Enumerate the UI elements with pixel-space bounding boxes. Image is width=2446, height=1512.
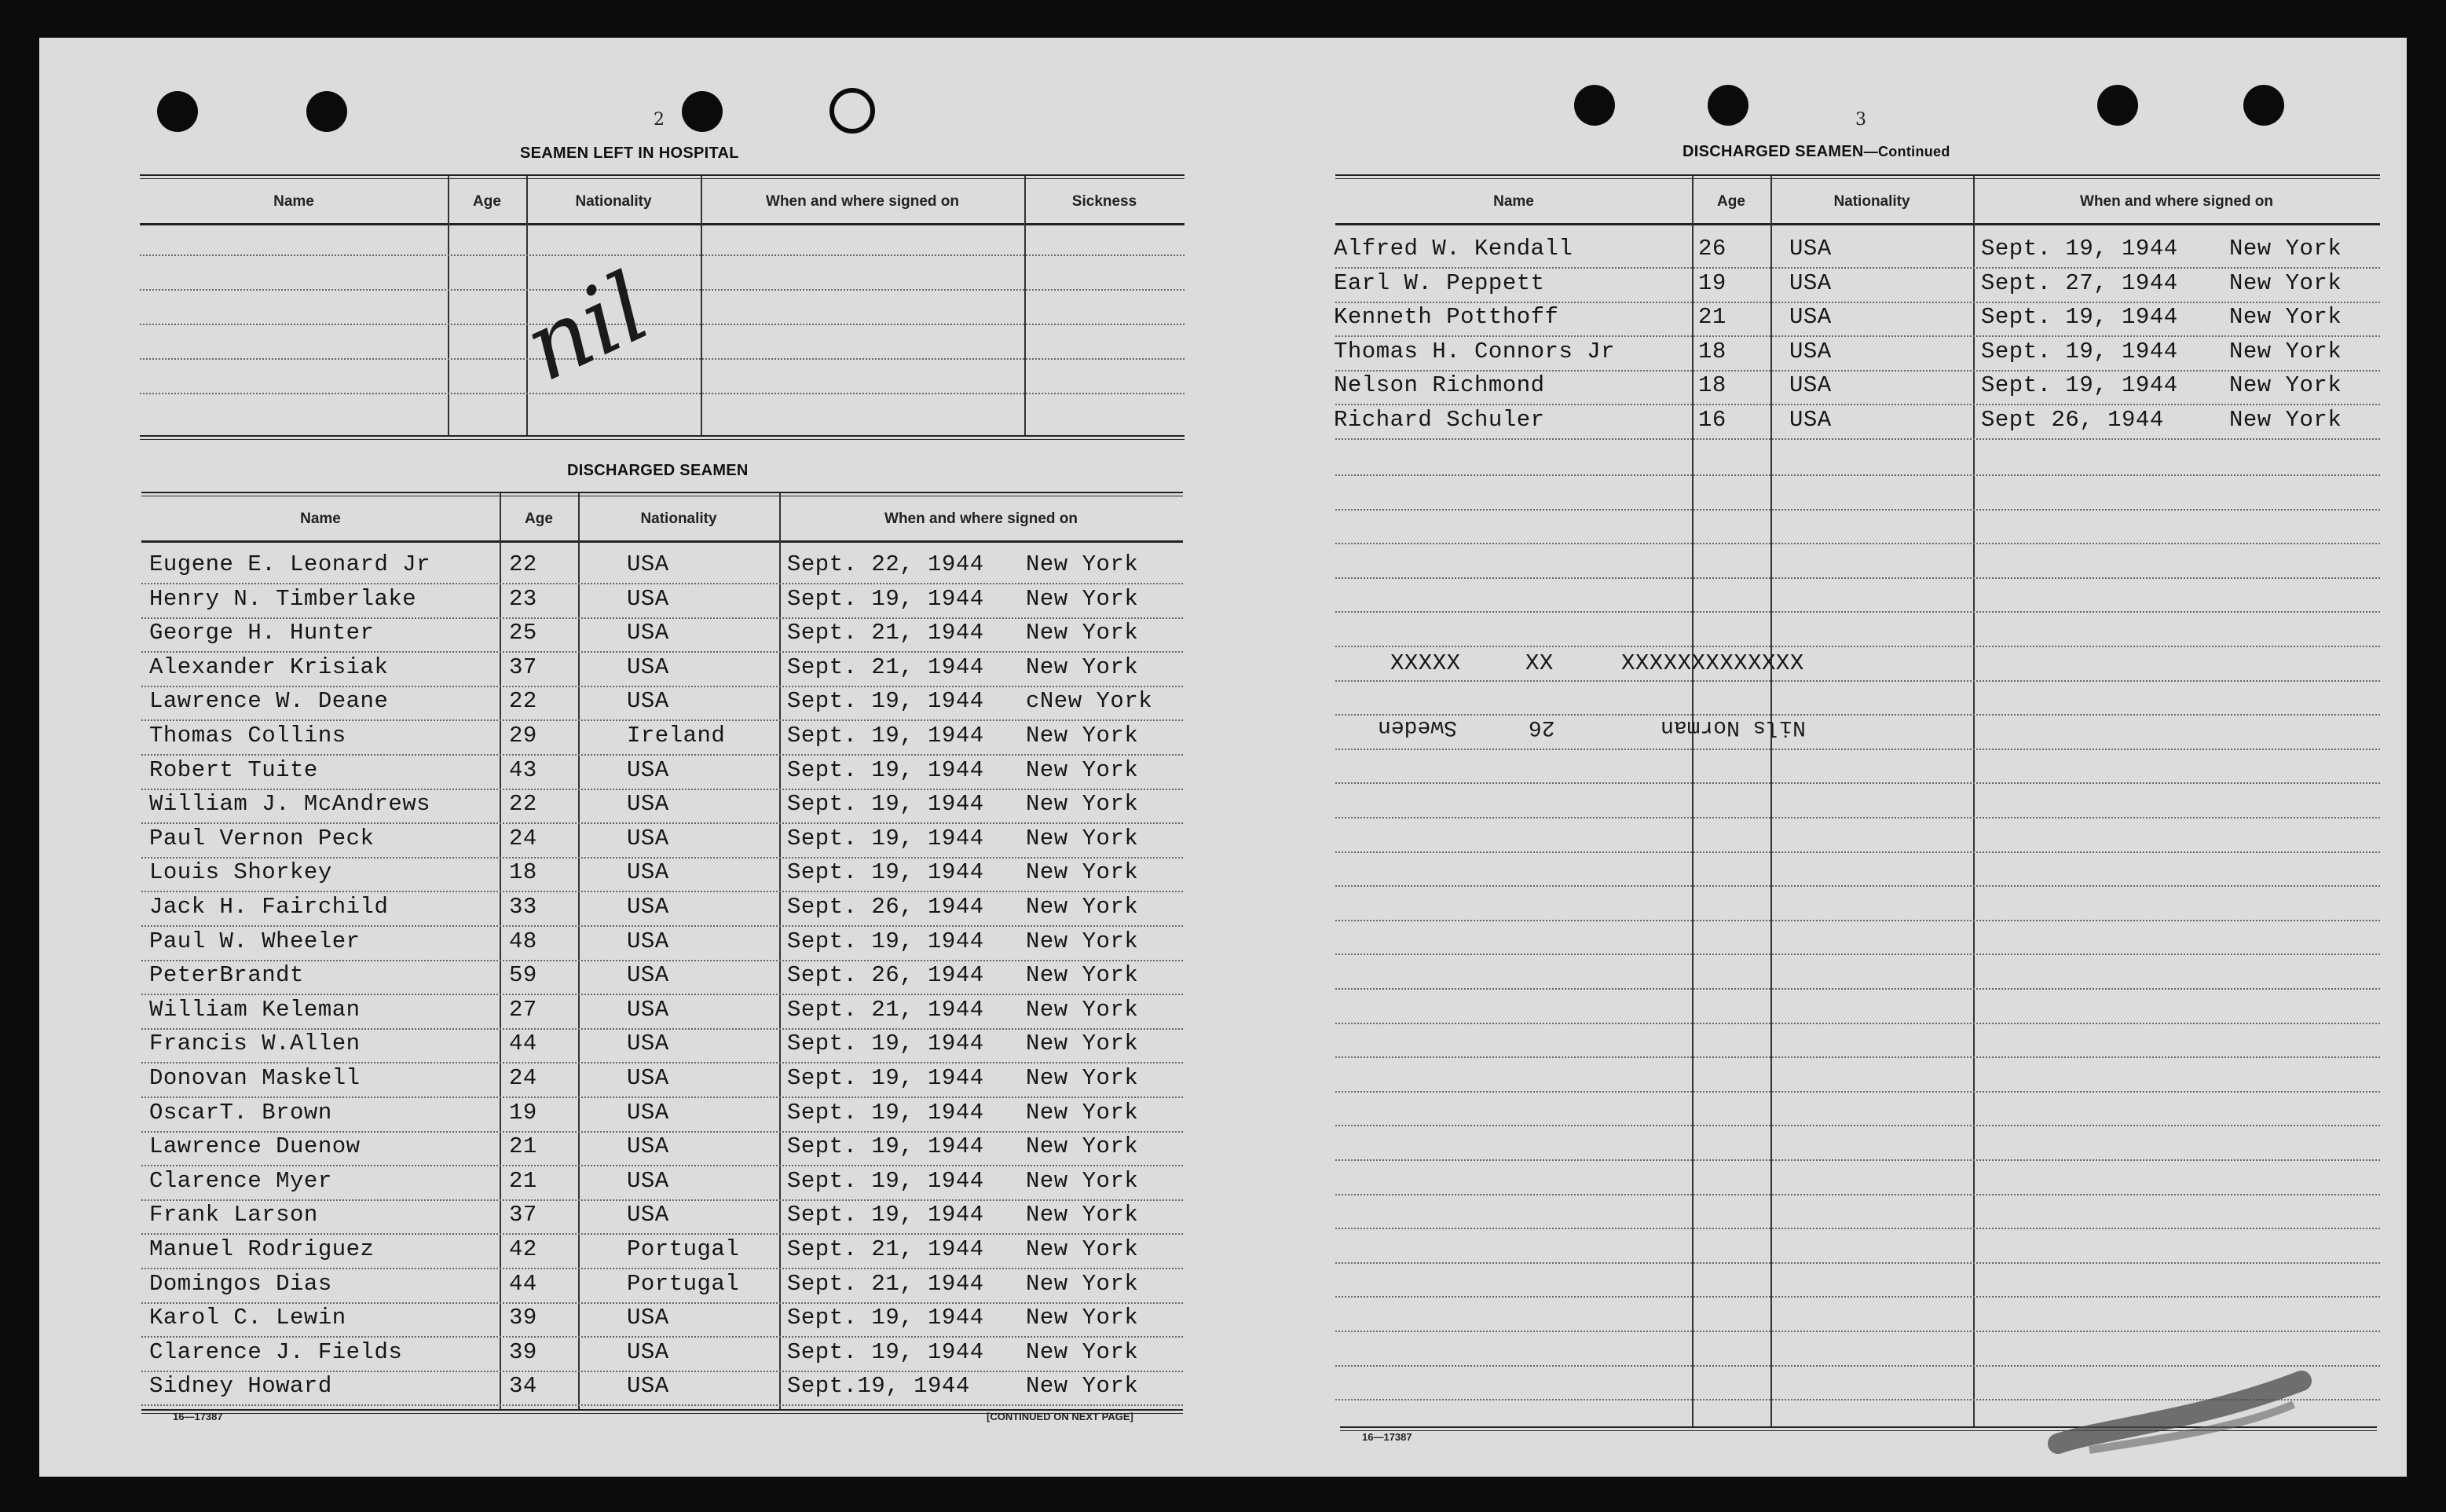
- signed-on-date: Sept. 19, 1944: [787, 1338, 984, 1365]
- signed-on-place: New York: [1026, 791, 1139, 818]
- handwritten-nil: nil: [508, 252, 665, 404]
- row-rule: [1335, 1091, 2380, 1093]
- signed-on-place: New York: [2229, 269, 2342, 296]
- seaman-nationality: USA: [627, 653, 669, 680]
- signed-on-place: New York: [1026, 653, 1139, 680]
- column-divider: [1770, 176, 1772, 1426]
- signed-on-place: New York: [1026, 1065, 1139, 1091]
- seaman-age: 24: [509, 825, 537, 851]
- signed-on-date: Sept. 19, 1944: [787, 688, 984, 715]
- column-divider: [701, 176, 702, 435]
- row-rule: [1335, 1194, 2380, 1195]
- seaman-age: 24: [509, 1065, 537, 1091]
- inverted-name: Nils Norman: [1661, 715, 1806, 739]
- signed-on-date: Sept. 21, 1944: [787, 1236, 984, 1262]
- seaman-age: 22: [509, 791, 537, 818]
- row-rule: [1335, 920, 2380, 921]
- row-rule: [1335, 1228, 2380, 1229]
- seaman-nationality: USA: [627, 1167, 669, 1194]
- seaman-nationality: USA: [627, 962, 669, 989]
- document-sheet: [39, 38, 2407, 1477]
- row-rule: [141, 1404, 1183, 1406]
- signed-on-date: Sept. 19, 1944: [787, 928, 984, 954]
- seaman-nationality: USA: [627, 585, 669, 612]
- seaman-age: 18: [1698, 372, 1726, 399]
- row-rule: [141, 719, 1183, 721]
- seaman-age: 19: [1698, 269, 1726, 296]
- seaman-name: Francis W.Allen: [149, 1031, 361, 1057]
- row-rule: [1335, 1125, 2380, 1126]
- row-rule: [141, 1336, 1183, 1338]
- seaman-nationality: Portugal: [627, 1236, 740, 1262]
- left-page: [86, 38, 1186, 1477]
- column-header-signed-on: When and where signed on: [766, 193, 959, 210]
- seaman-name: Clarence J. Fields: [149, 1338, 403, 1365]
- seaman-nationality: Ireland: [627, 723, 726, 749]
- seaman-nationality: USA: [627, 1031, 669, 1057]
- seaman-nationality: USA: [1789, 372, 1832, 399]
- seaman-name: William J. McAndrews: [149, 791, 431, 818]
- row-rule: [1335, 988, 2380, 990]
- row-rule: [140, 358, 1185, 360]
- row-rule: [1335, 302, 2380, 303]
- row-rule: [1335, 782, 2380, 784]
- seaman-name: Paul W. Wheeler: [149, 928, 361, 954]
- row-rule: [1335, 817, 2380, 818]
- seaman-nationality: USA: [627, 1133, 669, 1160]
- seaman-nationality: USA: [627, 1065, 669, 1091]
- seaman-name: Thomas H. Connors Jr: [1334, 338, 1616, 364]
- signed-on-place: New York: [1026, 1202, 1139, 1228]
- heading-text: DISCHARGED SEAMEN: [1683, 143, 1864, 160]
- row-rule: [1335, 646, 2380, 647]
- seaman-age: 21: [509, 1167, 537, 1194]
- signed-on-place: New York: [1026, 1270, 1139, 1297]
- column-header-signed-on: When and where signed on: [2080, 193, 2273, 210]
- signed-on-place: New York: [1026, 1031, 1139, 1057]
- signed-on-date: Sept. 19, 1944: [787, 585, 984, 612]
- page-number: 3: [1855, 110, 1866, 130]
- signed-on-place: New York: [1026, 1305, 1139, 1331]
- seaman-age: 19: [509, 1099, 537, 1126]
- signed-on-place: New York: [2229, 236, 2342, 262]
- row-rule: [1335, 885, 2380, 887]
- row-rule: [1335, 1159, 2380, 1161]
- row-rule: [141, 857, 1183, 859]
- row-rule: [140, 254, 1185, 256]
- seaman-age: 22: [509, 551, 537, 577]
- signed-on-date: Sept. 19, 1944: [787, 1031, 984, 1057]
- row-rule: [141, 583, 1183, 584]
- signed-on-place: New York: [1026, 996, 1139, 1023]
- seaman-name: Domingos Dias: [149, 1270, 332, 1297]
- form-number: 16—17387: [173, 1411, 223, 1422]
- row-rule: [141, 1199, 1183, 1201]
- seaman-nationality: USA: [627, 928, 669, 954]
- seaman-name: Lawrence Duenow: [149, 1133, 361, 1160]
- header-rule: [141, 540, 1183, 543]
- seaman-nationality: USA: [627, 996, 669, 1023]
- header-rule: [140, 223, 1185, 225]
- seaman-age: 23: [509, 585, 537, 612]
- seaman-nationality: USA: [627, 1099, 669, 1126]
- seaman-age: 16: [1698, 407, 1726, 433]
- signed-on-place: cNew York: [1026, 688, 1153, 715]
- row-rule: [1335, 749, 2380, 750]
- column-header-nationality: Nationality: [1833, 193, 1910, 210]
- seaman-nationality: USA: [1789, 269, 1832, 296]
- seaman-age: 26: [1698, 236, 1726, 262]
- column-header-name: Name: [300, 511, 341, 527]
- row-rule: [141, 1131, 1183, 1133]
- right-page: [1280, 38, 2380, 1477]
- signed-on-place: New York: [1026, 859, 1139, 886]
- row-rule: [141, 686, 1183, 687]
- signed-on-date: Sept. 21, 1944: [787, 620, 984, 646]
- table-top-rule: [141, 492, 1183, 496]
- struck-nationality: XXXXXXXXXXXXX: [1621, 650, 1804, 676]
- signed-on-place: New York: [1026, 1167, 1139, 1194]
- seaman-name: Sidney Howard: [149, 1373, 332, 1400]
- signed-on-date: Sept. 19, 1944: [787, 1202, 984, 1228]
- struck-name: XXXXX: [1390, 650, 1461, 676]
- seaman-age: 18: [1698, 338, 1726, 364]
- seaman-nationality: Portugal: [627, 1270, 740, 1297]
- stamp-mark: [2042, 1357, 2325, 1459]
- row-rule: [141, 822, 1183, 824]
- row-rule: [141, 891, 1183, 892]
- seaman-age: 42: [509, 1236, 537, 1262]
- signed-on-place: New York: [1026, 585, 1139, 612]
- seaman-age: 34: [509, 1373, 537, 1400]
- signed-on-date: Sept. 19, 1944: [1981, 372, 2178, 399]
- row-rule: [141, 1028, 1183, 1030]
- seaman-name: Henry N. Timberlake: [149, 585, 417, 612]
- row-rule: [1335, 680, 2380, 682]
- seaman-age: 27: [509, 996, 537, 1023]
- seaman-age: 39: [509, 1338, 537, 1365]
- row-rule: [1335, 1023, 2380, 1024]
- signed-on-place: New York: [1026, 620, 1139, 646]
- seaman-name: Kenneth Potthoff: [1334, 304, 1559, 331]
- column-divider: [1024, 176, 1026, 435]
- seaman-name: Jack H. Fairchild: [149, 894, 389, 920]
- signed-on-place: New York: [1026, 756, 1139, 783]
- row-rule: [1335, 474, 2380, 476]
- table-top-rule: [1335, 174, 2380, 179]
- seaman-name: Paul Vernon Peck: [149, 825, 375, 851]
- signed-on-date: Sept. 19, 1944: [787, 1099, 984, 1126]
- seaman-nationality: USA: [627, 859, 669, 886]
- column-divider: [578, 493, 580, 1411]
- column-header-sickness: Sickness: [1071, 193, 1137, 210]
- signed-on-place: New York: [2229, 338, 2342, 364]
- signed-on-date: Sept. 26, 1944: [787, 962, 984, 989]
- row-rule: [1335, 267, 2380, 269]
- signed-on-place: New York: [2229, 407, 2342, 433]
- seaman-age: 48: [509, 928, 537, 954]
- column-header-age: Age: [1717, 193, 1745, 210]
- signed-on-date: Sept. 19, 1944: [787, 723, 984, 749]
- signed-on-place: New York: [1026, 1236, 1139, 1262]
- seaman-nationality: USA: [1789, 236, 1832, 262]
- seaman-name: Lawrence W. Deane: [149, 688, 389, 715]
- seaman-nationality: USA: [627, 688, 669, 715]
- signed-on-date: Sept. 22, 1944: [787, 551, 984, 577]
- signed-on-date: Sept. 19, 1944: [787, 859, 984, 886]
- column-header-signed-on: When and where signed on: [884, 511, 1078, 527]
- row-rule: [141, 1062, 1183, 1064]
- row-rule: [1335, 611, 2380, 613]
- seaman-name: Robert Tuite: [149, 756, 318, 783]
- seaman-nationality: USA: [627, 825, 669, 851]
- seaman-nationality: USA: [1789, 338, 1832, 364]
- seaman-age: 59: [509, 962, 537, 989]
- seaman-name: Nelson Richmond: [1334, 372, 1545, 399]
- row-rule: [141, 651, 1183, 653]
- seaman-name: Louis Shorkey: [149, 859, 332, 886]
- signed-on-place: New York: [1026, 1373, 1139, 1400]
- signed-on-date: Sept. 19, 1944: [787, 756, 984, 783]
- heading-suffix: —Continued: [1863, 144, 1950, 159]
- signed-on-place: New York: [1026, 962, 1139, 989]
- row-rule: [1335, 577, 2380, 579]
- signed-on-place: New York: [1026, 723, 1139, 749]
- signed-on-place: New York: [1026, 551, 1139, 577]
- row-rule: [141, 1371, 1183, 1372]
- row-rule: [1335, 509, 2380, 511]
- row-rule: [141, 1268, 1183, 1269]
- signed-on-place: New York: [1026, 928, 1139, 954]
- seaman-nationality: USA: [627, 1338, 669, 1365]
- seaman-name: Richard Schuler: [1334, 407, 1545, 433]
- row-rule: [141, 1165, 1183, 1166]
- seaman-age: 44: [509, 1031, 537, 1057]
- seaman-name: Alexander Krisiak: [149, 653, 389, 680]
- seaman-nationality: USA: [627, 894, 669, 920]
- signed-on-date: Sept. 19, 1944: [787, 825, 984, 851]
- row-rule: [141, 925, 1183, 927]
- signed-on-place: New York: [1026, 1133, 1139, 1160]
- column-divider: [1973, 176, 1975, 1426]
- seaman-name: Alfred W. Kendall: [1334, 236, 1573, 262]
- continued-note: [CONTINUED ON NEXT PAGE]: [987, 1411, 1133, 1422]
- row-rule: [141, 994, 1183, 995]
- row-rule: [1335, 1331, 2380, 1332]
- seaman-name: OscarT. Brown: [149, 1099, 332, 1126]
- column-divider: [500, 493, 501, 1411]
- signed-on-date: Sept. 19, 1944: [787, 1167, 984, 1194]
- seaman-age: 25: [509, 620, 537, 646]
- table-bottom-rule: [140, 435, 1185, 440]
- seaman-age: 37: [509, 1202, 537, 1228]
- signed-on-date: Sept. 21, 1944: [787, 996, 984, 1023]
- seaman-name: Donovan Maskell: [149, 1065, 361, 1091]
- row-rule: [1335, 438, 2380, 440]
- seaman-name: Earl W. Peppett: [1334, 269, 1545, 296]
- row-rule: [1335, 1296, 2380, 1298]
- header-rule: [1335, 223, 2380, 225]
- row-rule: [1335, 543, 2380, 544]
- seaman-age: 44: [509, 1270, 537, 1297]
- signed-on-date: Sept. 27, 1944: [1981, 269, 2178, 296]
- row-rule: [141, 960, 1183, 961]
- seaman-age: 43: [509, 756, 537, 783]
- signed-on-date: Sept. 19, 1944: [787, 1305, 984, 1331]
- signed-on-place: New York: [1026, 1099, 1139, 1126]
- column-header-age: Age: [473, 193, 501, 210]
- column-header-name: Name: [273, 193, 314, 210]
- seaman-name: Eugene E. Leonard Jr: [149, 551, 431, 577]
- discharged-continued-heading: [1683, 143, 1950, 161]
- seaman-name: Manuel Rodriguez: [149, 1236, 375, 1262]
- column-divider: [448, 176, 449, 435]
- seaman-nationality: USA: [627, 620, 669, 646]
- seaman-name: Thomas Collins: [149, 723, 346, 749]
- row-rule: [1335, 404, 2380, 405]
- signed-on-place: New York: [2229, 304, 2342, 331]
- signed-on-date: Sept. 19, 1944: [1981, 236, 2178, 262]
- column-divider: [1692, 176, 1694, 1426]
- row-rule: [1335, 954, 2380, 955]
- seaman-name: Karol C. Lewin: [149, 1305, 346, 1331]
- struck-age: XX: [1525, 650, 1554, 676]
- inverted-age: 26: [1529, 715, 1555, 739]
- seaman-age: 37: [509, 653, 537, 680]
- signed-on-date: Sept 26, 1944: [1981, 407, 2164, 433]
- row-rule: [1335, 714, 2380, 716]
- seaman-age: 39: [509, 1305, 537, 1331]
- row-rule: [141, 1233, 1183, 1235]
- row-rule: [141, 754, 1183, 756]
- seaman-name: George H. Hunter: [149, 620, 375, 646]
- seaman-nationality: USA: [627, 791, 669, 818]
- inverted-nationality: Sweden: [1378, 715, 1457, 739]
- seaman-age: 21: [1698, 304, 1726, 331]
- column-header-nationality: Nationality: [640, 511, 717, 527]
- row-rule: [141, 617, 1183, 619]
- row-rule: [1335, 1262, 2380, 1264]
- row-rule: [140, 289, 1185, 291]
- seaman-name: PeterBrandt: [149, 962, 304, 989]
- seaman-age: 29: [509, 723, 537, 749]
- signed-on-date: Sept. 21, 1944: [787, 1270, 984, 1297]
- column-header-age: Age: [525, 511, 553, 527]
- column-header-nationality: Nationality: [575, 193, 652, 210]
- column-divider: [779, 493, 781, 1411]
- row-rule: [140, 324, 1185, 325]
- seaman-name: Frank Larson: [149, 1202, 318, 1228]
- row-rule: [140, 393, 1185, 394]
- row-rule: [1335, 335, 2380, 337]
- column-header-name: Name: [1493, 193, 1534, 210]
- row-rule: [141, 789, 1183, 790]
- seaman-nationality: USA: [627, 1202, 669, 1228]
- row-rule: [141, 1096, 1183, 1098]
- row-rule: [1335, 370, 2380, 372]
- signed-on-date: Sept. 19, 1944: [1981, 338, 2178, 364]
- row-rule: [141, 1302, 1183, 1304]
- seaman-nationality: USA: [627, 1373, 669, 1400]
- seaman-name: Clarence Myer: [149, 1167, 332, 1194]
- seaman-name: William Keleman: [149, 996, 361, 1023]
- row-rule: [1335, 851, 2380, 853]
- signed-on-place: New York: [2229, 372, 2342, 399]
- seaman-age: 33: [509, 894, 537, 920]
- discharged-heading: DISCHARGED SEAMEN: [567, 462, 749, 479]
- signed-on-date: Sept. 26, 1944: [787, 894, 984, 920]
- seaman-age: 22: [509, 688, 537, 715]
- hospital-heading: SEAMEN LEFT IN HOSPITAL: [520, 145, 739, 162]
- page-number: 2: [654, 110, 665, 130]
- seaman-nationality: USA: [1789, 304, 1832, 331]
- form-number: 16—17387: [1362, 1431, 1412, 1443]
- seaman-nationality: USA: [627, 756, 669, 783]
- seaman-nationality: USA: [627, 1305, 669, 1331]
- signed-on-date: Sept.19, 1944: [787, 1373, 970, 1400]
- signed-on-date: Sept. 19, 1944: [1981, 304, 2178, 331]
- signed-on-place: New York: [1026, 1338, 1139, 1365]
- signed-on-date: Sept. 19, 1944: [787, 791, 984, 818]
- signed-on-date: Sept. 19, 1944: [787, 1133, 984, 1160]
- seaman-age: 21: [509, 1133, 537, 1160]
- signed-on-date: Sept. 19, 1944: [787, 1065, 984, 1091]
- seaman-nationality: USA: [1789, 407, 1832, 433]
- signed-on-place: New York: [1026, 894, 1139, 920]
- seaman-nationality: USA: [627, 551, 669, 577]
- signed-on-date: Sept. 21, 1944: [787, 653, 984, 680]
- seaman-age: 18: [509, 859, 537, 886]
- row-rule: [1335, 1056, 2380, 1058]
- table-top-rule: [140, 174, 1185, 179]
- signed-on-place: New York: [1026, 825, 1139, 851]
